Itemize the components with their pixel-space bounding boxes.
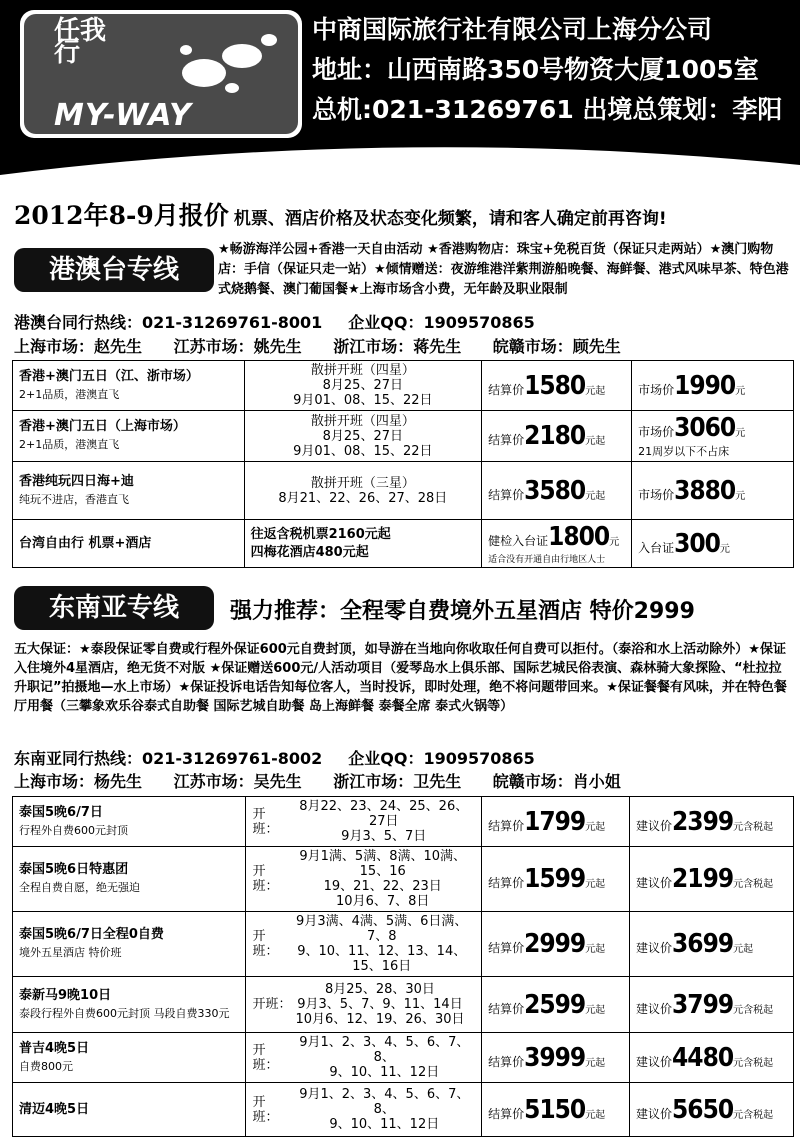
settlement-price: 2599 bbox=[524, 989, 586, 1020]
price-unit: 元含税起 bbox=[733, 1109, 774, 1121]
schedule-line: 9月3、5、7日 bbox=[341, 829, 427, 844]
sea-hotline-row bbox=[14, 746, 535, 769]
schedule-line: 四梅花酒店480元起 bbox=[250, 544, 369, 560]
table-row bbox=[13, 847, 794, 912]
route-sub: 2+1品质，港澳直飞 bbox=[19, 387, 120, 401]
sea-qq: 企业QQ：1909570865 bbox=[348, 749, 535, 768]
route-sub: 境外五星酒店 特价班 bbox=[19, 946, 122, 959]
table-row bbox=[13, 977, 794, 1033]
price-headline bbox=[14, 196, 667, 232]
price-unit: 元起 bbox=[585, 879, 606, 890]
settlement-price: 3999 bbox=[524, 1042, 586, 1073]
company-name: 中商国际旅行社有限公司上海分公司 bbox=[312, 15, 713, 44]
table-row bbox=[13, 411, 794, 462]
headline-note: 机票、酒店价格及状态变化频繁，请和客人确定前再咨询! bbox=[233, 209, 667, 229]
sea-guarantees: 五大保证：★泰段保证零自费或行程外保证600元自费封顶，如导游在当地向你收取任何自费可以拒付。（泰浴和水上活动除外）★保证入住境外4星酒店，绝无货不对版 ★保证赠送600元/人活动项目（爱琴岛水上俱乐部、国际艺城民俗表演、森林骑大象探险、“杜拉拉升职记”拍摄地—水上市场）★保证投诉电话告知每位客人，当时投诉，即时处理，绝不将问题带回来。★保证餐餐有风味，并在特色餐厅用餐（三攀象欢乐谷泰式自助餐 国际艺城自助餐 岛上海鲜餐 泰餐全席 泰式火锅等） bbox=[14, 642, 787, 714]
market-price: 3880 bbox=[674, 475, 736, 506]
route-name: 台湾自由行 机票+酒店 bbox=[19, 535, 152, 551]
table-row bbox=[13, 797, 794, 847]
route-name: 泰国5晚6/7日全程0自费 bbox=[19, 927, 164, 942]
price-unit: 元含税起 bbox=[733, 1004, 774, 1016]
price-label: 结算价 bbox=[488, 487, 525, 502]
open-label: 开班： bbox=[252, 929, 279, 959]
settlement-price: 2180 bbox=[524, 421, 586, 451]
contact-shanghai: 上海市场：赵先生 bbox=[14, 337, 143, 356]
schedule-line: 8月25、27日 bbox=[322, 378, 403, 393]
header-banner bbox=[0, 0, 800, 185]
company-logo bbox=[20, 10, 302, 138]
market-price: 3060 bbox=[674, 413, 736, 443]
section-tab-hk-macau-taiwan: 港澳台专线 bbox=[14, 248, 214, 292]
company-info bbox=[312, 10, 782, 130]
settlement-price: 3580 bbox=[524, 475, 586, 506]
route-name: 泰新马9晚10日 bbox=[19, 987, 112, 1003]
contact-zhejiang: 浙江市场：卫先生 bbox=[333, 772, 462, 791]
table-row bbox=[13, 462, 794, 520]
contact-jiangsu: 江苏市场：吴先生 bbox=[173, 772, 302, 791]
price-unit: 元 bbox=[735, 428, 746, 439]
schedule-line: 9月3、5、7、9、11、14日 bbox=[297, 997, 463, 1012]
schedule-line: 10月6、12、19、26、30日 bbox=[295, 1012, 465, 1027]
price-label: 市场价 bbox=[638, 382, 675, 397]
contact-zhejiang: 浙江市场：蒋先生 bbox=[333, 337, 462, 356]
schedule-line: 往返含税机票2160元起 bbox=[250, 526, 391, 542]
price-unit: 元 bbox=[609, 537, 620, 548]
settlement-price: 1580 bbox=[524, 370, 586, 401]
table-row bbox=[13, 520, 794, 568]
route-sub: 自费800元 bbox=[19, 1059, 73, 1073]
schedule-line: 9月1、2、3、4、5、6、7、8、 bbox=[299, 1087, 470, 1117]
price-unit: 元含税起 bbox=[733, 879, 774, 890]
sea-promo: 强力推荐：全程零自费境外五星酒店 特价2999 bbox=[230, 599, 695, 624]
price-label: 建议价 bbox=[636, 876, 673, 890]
market-price: 300 bbox=[674, 528, 720, 559]
price-label: 结算价 bbox=[488, 1001, 525, 1016]
price-label: 建议价 bbox=[636, 1001, 673, 1016]
price-label: 入台证 bbox=[638, 540, 675, 555]
price-unit: 元起 bbox=[585, 1057, 606, 1069]
contact-shanghai: 上海市场：杨先生 bbox=[14, 772, 143, 791]
suggested-price: 5650 bbox=[672, 1094, 734, 1125]
hk-qq: 企业QQ：1909570865 bbox=[348, 313, 535, 332]
route-sub: 纯玩不进店，香港直飞 bbox=[19, 492, 129, 506]
company-address: 地址：山西南路350号物资大厦1005室 bbox=[312, 55, 759, 84]
suggested-price: 3799 bbox=[672, 989, 734, 1020]
logo-chinese-text: 任我行 bbox=[54, 16, 107, 68]
price-unit: 元起 bbox=[733, 944, 754, 955]
schedule-line: 9月3满、4满、5满、6日满、7、8 bbox=[296, 914, 468, 944]
schedule-line: 8月22、23、24、25、26、27日 bbox=[299, 799, 469, 829]
price-unit: 元 bbox=[735, 385, 746, 397]
price-unit: 元起 bbox=[585, 436, 606, 447]
hk-bullets: ★畅游海洋公园+香港一天自由活动 ★香港购物店：珠宝+免税百货（保证只走两站）★澳门购物店：手信（保证只走一站）★倾情赠送：夜游维港洋紫荆游船晚餐、海鲜餐、港式风味早茶、特色港式烧鹅餐、澳门葡国餐★上海市场含小费，无年龄及职业限制 bbox=[218, 242, 789, 297]
price-unit: 元起 bbox=[585, 821, 606, 833]
headline-title: 2012年8-9月报价 bbox=[14, 201, 229, 230]
route-name: 普吉4晚5日 bbox=[19, 1040, 90, 1056]
schedule-line: 9、10、11、12日 bbox=[329, 1117, 440, 1132]
schedule-line: 9月1满、5满、8满、10满、15、16 bbox=[299, 849, 467, 879]
suggested-price: 2199 bbox=[672, 864, 734, 894]
price-label: 建议价 bbox=[636, 941, 673, 955]
price-note: 适合没有开通自由行地区人士 bbox=[488, 555, 606, 565]
suggested-price: 3699 bbox=[672, 929, 734, 959]
contact-wan-gan: 皖赣市场：顾先生 bbox=[492, 337, 621, 356]
price-unit: 元 bbox=[719, 543, 730, 555]
price-label: 市场价 bbox=[638, 487, 675, 502]
price-unit: 元含税起 bbox=[733, 1057, 774, 1069]
hk-hotline-row bbox=[14, 310, 535, 333]
price-label: 建议价 bbox=[636, 1106, 673, 1121]
sea-hotline: 东南亚同行热线：021-31269761-8002 bbox=[14, 749, 323, 768]
price-label: 结算价 bbox=[488, 876, 525, 890]
footprints-icon bbox=[164, 28, 284, 98]
schedule-line: 10月6、7、8日 bbox=[336, 894, 430, 909]
price-unit: 元起 bbox=[585, 490, 606, 502]
price-unit: 元含税起 bbox=[733, 821, 774, 833]
price-unit: 元起 bbox=[585, 385, 606, 397]
schedule-line: 8月25、27日 bbox=[322, 428, 403, 444]
table-row bbox=[13, 1083, 794, 1137]
price-unit: 元起 bbox=[585, 1004, 606, 1016]
schedule-line: 8月25、28、30日 bbox=[325, 982, 435, 997]
price-label: 建议价 bbox=[636, 1054, 673, 1069]
price-label: 市场价 bbox=[638, 425, 675, 439]
sea-price-table bbox=[12, 796, 794, 1137]
price-unit: 元起 bbox=[585, 944, 606, 955]
schedule-line: 散拼开班（四星） bbox=[310, 413, 415, 429]
open-label: 开班： bbox=[252, 1094, 279, 1125]
settlement-price: 1599 bbox=[524, 864, 586, 894]
table-row bbox=[13, 361, 794, 411]
route-sub: 全程自费自愿，绝无强迫 bbox=[19, 881, 140, 894]
price-label: 健检入台证 bbox=[488, 534, 549, 548]
hk-hotline: 港澳台同行热线：021-31269761-8001 bbox=[14, 313, 323, 332]
schedule-line: 8月21、22、26、27、28日 bbox=[278, 490, 448, 506]
settlement-price: 2999 bbox=[524, 929, 586, 959]
suggested-price: 2399 bbox=[672, 806, 734, 837]
header-wave bbox=[0, 135, 800, 190]
hk-price-table bbox=[12, 360, 794, 568]
route-name: 香港+澳门五日（上海市场） bbox=[19, 419, 186, 434]
price-note: 21周岁以下不占床 bbox=[638, 445, 730, 458]
route-name: 泰国5晚6/7日 bbox=[19, 804, 103, 820]
schedule-line: 19、21、22、23日 bbox=[323, 879, 442, 894]
price-unit: 元 bbox=[735, 490, 746, 502]
route-name: 泰国5晚6日特惠团 bbox=[19, 862, 129, 877]
open-label: 开班： bbox=[252, 864, 279, 894]
open-label: 开班： bbox=[252, 806, 279, 837]
route-sub: 2+1品质，港澳直飞 bbox=[19, 438, 120, 451]
schedule-line: 9月01、08、15、22日 bbox=[293, 393, 433, 408]
settlement-price: 1799 bbox=[524, 806, 586, 837]
price-label: 结算价 bbox=[488, 1106, 525, 1121]
schedule-line: 9月1、2、3、4、5、6、7、8、 bbox=[299, 1035, 470, 1065]
open-label: 开班： bbox=[252, 997, 292, 1012]
schedule-line: 9、10、11、12日 bbox=[329, 1065, 440, 1080]
company-phone: 总机:021-31269761 出境总策划：李阳 bbox=[312, 95, 783, 124]
price-unit: 元起 bbox=[585, 1109, 606, 1121]
hk-contacts bbox=[14, 334, 621, 357]
schedule-line: 散拼开班（四星） bbox=[310, 363, 415, 378]
table-row bbox=[13, 1033, 794, 1083]
open-label: 开班： bbox=[252, 1042, 279, 1073]
price-label: 结算价 bbox=[488, 941, 525, 955]
schedule-line: 9、10、11、12、13、14、15、16日 bbox=[297, 944, 467, 974]
route-name: 香港纯玩四日海+迪 bbox=[19, 473, 134, 489]
route-sub: 泰段行程外自费600元封顶 马段自费330元 bbox=[19, 1006, 230, 1020]
logo-english-text: MY-WAY bbox=[54, 98, 192, 133]
settlement-price: 1800 bbox=[548, 522, 610, 552]
route-sub: 行程外自费600元封顶 bbox=[19, 823, 128, 837]
schedule-line: 9月01、08、15、22日 bbox=[293, 443, 433, 459]
price-label: 结算价 bbox=[488, 1054, 525, 1069]
table-row bbox=[13, 912, 794, 977]
sea-contacts bbox=[14, 769, 621, 792]
price-label: 结算价 bbox=[488, 382, 525, 397]
route-name: 清迈4晚5日 bbox=[19, 1101, 90, 1117]
section-tab-southeast-asia: 东南亚专线 bbox=[14, 586, 214, 630]
schedule-line: 散拼开班（三星） bbox=[310, 475, 415, 491]
market-price: 1990 bbox=[674, 370, 736, 401]
settlement-price: 5150 bbox=[524, 1094, 586, 1125]
contact-wan-gan: 皖赣市场：肖小姐 bbox=[492, 772, 621, 791]
suggested-price: 4480 bbox=[672, 1042, 734, 1073]
price-label: 结算价 bbox=[488, 818, 525, 833]
price-label: 结算价 bbox=[488, 433, 525, 447]
price-label: 建议价 bbox=[636, 818, 673, 833]
route-name: 香港+澳门五日（江、浙市场） bbox=[19, 368, 199, 384]
contact-jiangsu: 江苏市场：姚先生 bbox=[173, 337, 302, 356]
